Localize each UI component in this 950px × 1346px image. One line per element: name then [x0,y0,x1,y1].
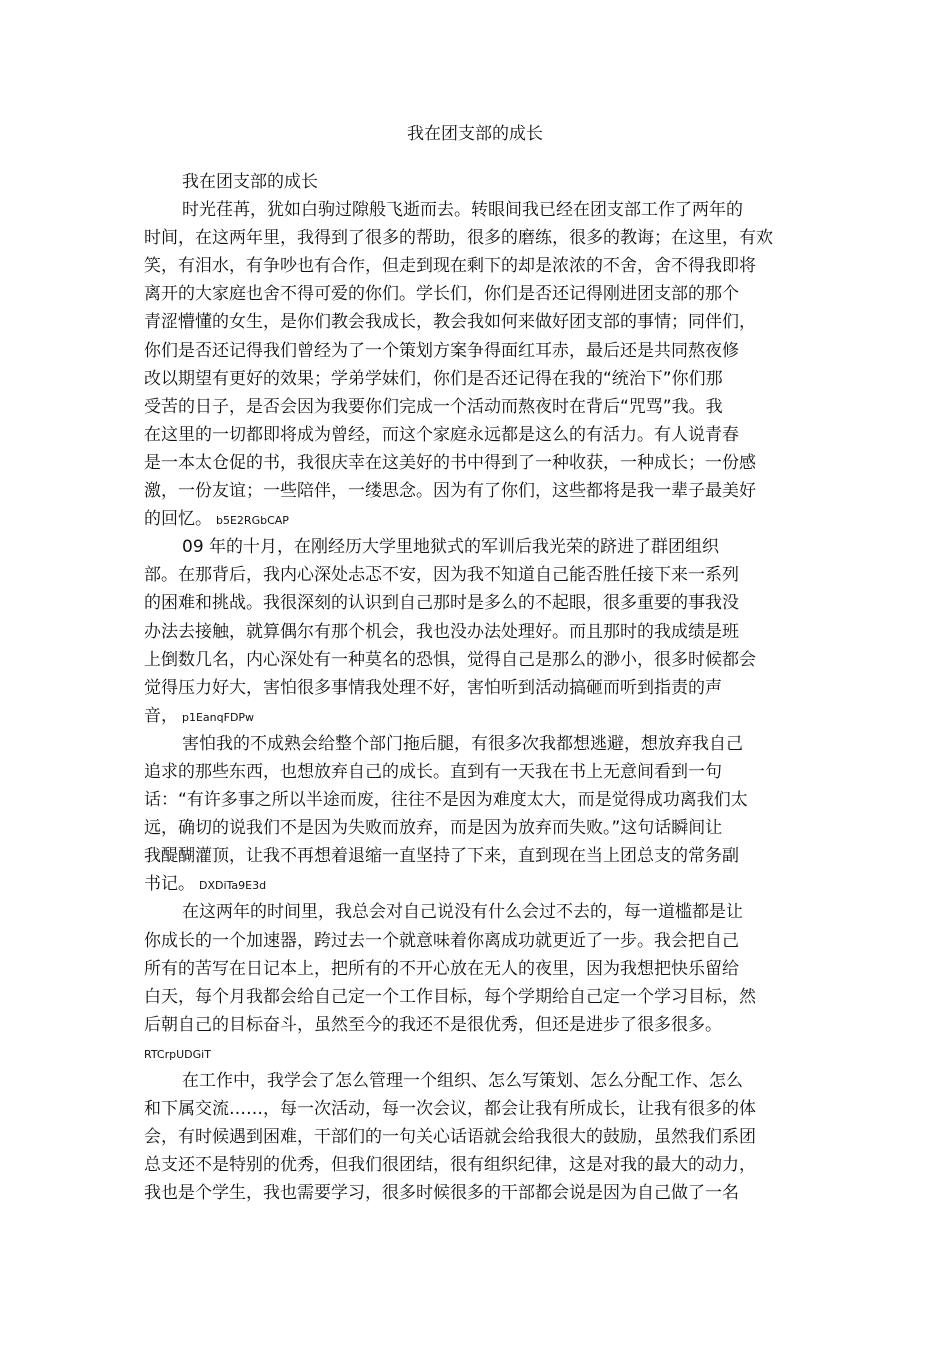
paragraph-line [144,674,824,702]
paragraph-line [144,955,824,983]
paragraph-line [144,1039,824,1067]
line-text: 时间，在这两年里，我得到了很多的帮助，很多的磨练，很多的教诲；在这里，有欢 [144,228,773,249]
line-text: 会，有时候遇到困难，干部们的一句关心话语就会给我很大的鼓励，虽然我们系团 [144,1127,756,1148]
paragraph-line [144,561,824,589]
line-text: 部。在那背后，我内心深处忐忑不安，因为我不知道自己能否胜任接下来一系列 [144,565,739,586]
paragraph-line [144,1067,824,1095]
line-text: 青涩懵懂的女生，是你们教会我成长，教会我如何来做好团支部的事情；同伴们， [144,312,756,333]
paragraph-line [144,477,824,505]
paragraph-line [144,533,824,561]
line-text: 你成长的一个加速器，跨过去一个就意味着你离成功就更近了一步。我会把自己 [144,930,739,951]
paragraph-line [144,1011,824,1039]
paragraph-line [144,308,824,336]
reference-code: DXDiTa9E3d [199,879,267,893]
line-text: 在这两年的时间里，我总会对自己说没有什么会过不去的，每一道槛都是让 [182,902,743,923]
line-text: 09 年的十月，在刚经历大学里地狱式的军训后我光荣的跻进了群团组织 [182,537,720,558]
line-text: 的回忆。 [144,509,212,530]
paragraph-line [144,730,824,758]
paragraph [144,1067,824,1207]
line-text: 改以期望有更好的效果；学弟学妹们，你们是否还记得在我的“统治下”你们那 [144,368,723,389]
document-title: 我在团支部的成长 [407,124,543,144]
paragraph-line [144,365,824,393]
paragraph-line [144,1151,824,1179]
paragraph [144,730,824,899]
line-text: 离开的大家庭也舍不得可爱的你们。学长们，你们是否还记得刚进团支部的那个 [144,284,739,305]
reference-code: p1EanqFDPw [182,710,255,724]
line-text: 时光荏苒，犹如白驹过隙般飞逝而去。转眼间我已经在团支部工作了两年的 [182,200,743,221]
line-text: 是一本太仓促的书，我很庆幸在这美好的书中得到了一种收获，一种成长；一份感 [144,452,756,473]
line-text: 话：“有许多事之所以半途而废，往往不是因为难度太大，而是觉得成功离我们太 [144,790,748,811]
paragraph-line [144,393,824,421]
reference-code: b5E2RGbCAP [216,514,289,528]
paragraph-line [144,842,824,870]
paragraph-line [144,280,824,308]
line-text: 害怕我的不成熟会给整个部门拖后腿，有很多次我都想逃避，想放弃我自己 [182,733,743,754]
paragraph-line [144,1123,824,1151]
line-text: 音， [144,705,178,726]
paragraph-line [144,589,824,617]
paragraph-line [144,927,824,955]
paragraph-line [144,196,824,224]
line-text: 办法去接触，就算偶尔有那个机会，我也没办法处理好。而且那时的我成绩是班 [144,621,739,642]
line-text: 和下属交流……，每一次活动，每一次会议，都会让我有所成长，让我有很多的体 [144,1099,756,1120]
document-body [144,168,824,1207]
paragraph [144,898,824,1038]
line-text: 上倒数几名，内心深处有一种莫名的恐惧，觉得自己是那么的渺小，很多时候都会 [144,649,756,670]
paragraph-line [144,1179,824,1207]
line-text: 追求的那些东西，也想放弃自己的成长。直到有一天我在书上无意间看到一句 [144,761,722,782]
paragraph-line [144,449,824,477]
paragraph-line [144,814,824,842]
paragraph-line [144,758,824,786]
line-text: 激，一份友谊；一些陪伴，一缕思念。因为有了你们，这些都将是我一辈子最美好 [144,481,756,502]
line-text: 受苦的日子，是否会因为我要你们完成一个活动而熬夜时在背后“咒骂”我。我 [144,396,723,417]
paragraph [144,168,824,196]
paragraph-line [144,786,824,814]
line-text: 白天，每个月我都会给自己定一个工作目标，每个学期给自己定一个学习目标，然 [144,986,756,1007]
line-text: 我在团支部的成长 [182,172,318,192]
paragraph [144,1039,824,1067]
paragraph-line [144,421,824,449]
paragraph-line [144,1095,824,1123]
paragraph [144,196,824,533]
line-text: 我醍醐灌顶，让我不再想着退缩一直坚持了下来，直到现在当上团总支的常务副 [144,846,739,867]
line-text: 在这里的一切都即将成为曾经，而这个家庭永远都是这么的有活力。有人说青春 [144,424,739,445]
line-text: 所有的苦写在日记本上，把所有的不开心放在无人的夜里，因为我想把快乐留给 [144,958,739,979]
line-text: 的困难和挑战。我很深刻的认识到自己那时是多么的不起眼，很多重要的事我没 [144,593,739,614]
line-text: 笑，有泪水，有争吵也有合作，但走到现在剩下的却是浓浓的不舍，舍不得我即将 [144,256,756,277]
paragraph-line [144,646,824,674]
line-text: 觉得压力好大，害怕很多事情我处理不好，害怕听到活动搞砸而听到指责的声 [144,677,722,698]
paragraph [144,533,824,730]
paragraph-line [144,983,824,1011]
paragraph-line [144,224,824,252]
line-text: 你们是否还记得我们曾经为了一个策划方案争得面红耳赤，最后还是共同熬夜修 [144,340,739,361]
line-text: 书记。 [144,874,195,895]
line-text: 我也是个学生，我也需要学习，很多时候很多的干部都会说是因为自己做了一名 [144,1183,739,1204]
paragraph-line [144,252,824,280]
line-text: 总支还不是特别的优秀，但我们很团结，很有组织纪律，这是对我的最大的动力， [144,1155,756,1176]
reference-code: RTCrpUDGiT [144,1047,211,1061]
paragraph-line [144,505,824,533]
paragraph-line [144,337,824,365]
line-text: 后朝自己的目标奋斗，虽然至今的我还不是很优秀，但还是进步了很多很多。 [144,1014,722,1035]
line-text: 远，确切的说我们不是因为失败而放弃，而是因为放弃而失败。”这句话瞬间让 [144,818,723,839]
paragraph-line [144,618,824,646]
paragraph-line [144,898,824,926]
line-text: 在工作中，我学会了怎么管理一个组织、怎么写策划、怎么分配工作、怎么 [182,1071,743,1091]
paragraph-line [144,702,824,730]
paragraph-line [144,168,824,196]
paragraph-line [144,870,824,898]
